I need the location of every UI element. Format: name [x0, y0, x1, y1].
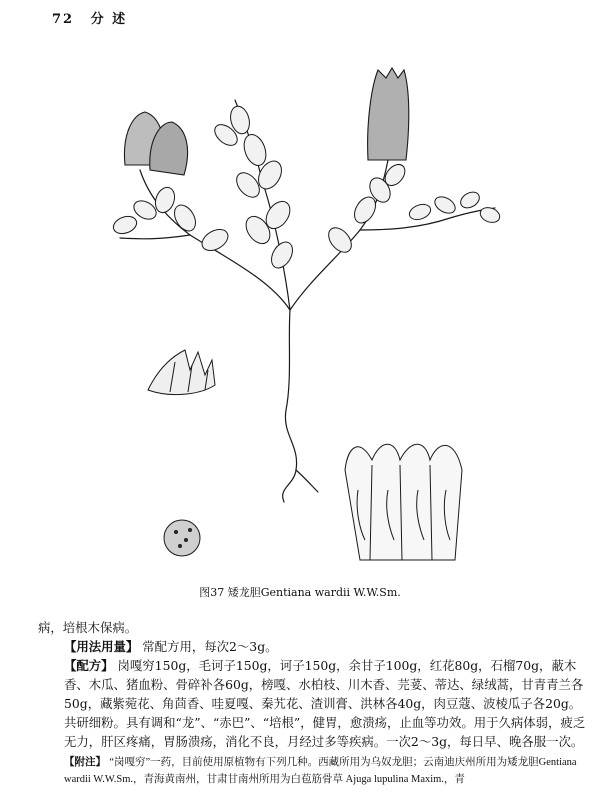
page-number: 72 — [52, 12, 75, 27]
note-label: 【附注】 — [64, 756, 106, 768]
continued-line: 病，培根木保病。 — [38, 620, 138, 635]
formula-text: 岗嘎穷150g，毛诃子150g，诃子150g，余甘子100g，红花80g，石榴70g，蔽木香、木瓜、猪血粉、骨碎补各60g，榜嘎、水柏枝、川木香、芫荽、蒂达、绿绒蒿，甘青青兰各50g，藏紫菀花、角茴香、哇夏嘎、秦艽花、渣训膏、洪林各40g，肉豆蔻、波棱瓜子各20g。共研细粉。具有调和“龙”、“赤巴”、“培根”，健胃，愈溃疡，止血等功效。用于久病体弱，疲乏无力，肝区疼痛，胃肠溃疡，消化不良，月经过多等疾病。一次2～3g，每日早、晚各服一次。 — [64, 658, 586, 749]
formula-paragraph — [38, 656, 588, 751]
leaf — [458, 189, 482, 211]
leaf — [407, 202, 432, 223]
leaf — [240, 132, 270, 169]
leaf — [111, 213, 139, 236]
leaf — [267, 238, 297, 271]
leaf — [478, 205, 502, 225]
flower-right — [368, 68, 409, 160]
leaf — [170, 201, 200, 234]
leaf — [432, 193, 458, 216]
seed-detail — [164, 520, 200, 556]
taproot — [283, 310, 297, 502]
section-title: 分 述 — [90, 12, 128, 27]
figure-caption: 图37 矮龙胆Gentiana wardii W.W.Sm. — [199, 586, 401, 599]
usage-label: 【用法用量】 — [64, 639, 139, 654]
formula-label: 【配方】 — [64, 658, 114, 673]
note-paragraph — [38, 754, 588, 788]
botanical-illustration — [0, 40, 600, 580]
usage-paragraph — [38, 637, 588, 656]
note-text: “岗嘎穷”一药，目前使用原植物有下列几种。西藏所用为乌奴龙胆；云南迪庆州所用为矮龙胆Gentiana wardii W.W.Sm.，青海黄南州，甘肃甘南州所用为白苞筋骨草 Ajuga lupulina Maxim.，青 — [64, 757, 577, 785]
usage-text: 常配方用，每次2～3g。 — [142, 639, 278, 654]
page-header — [52, 8, 127, 27]
body-text — [38, 618, 588, 788]
